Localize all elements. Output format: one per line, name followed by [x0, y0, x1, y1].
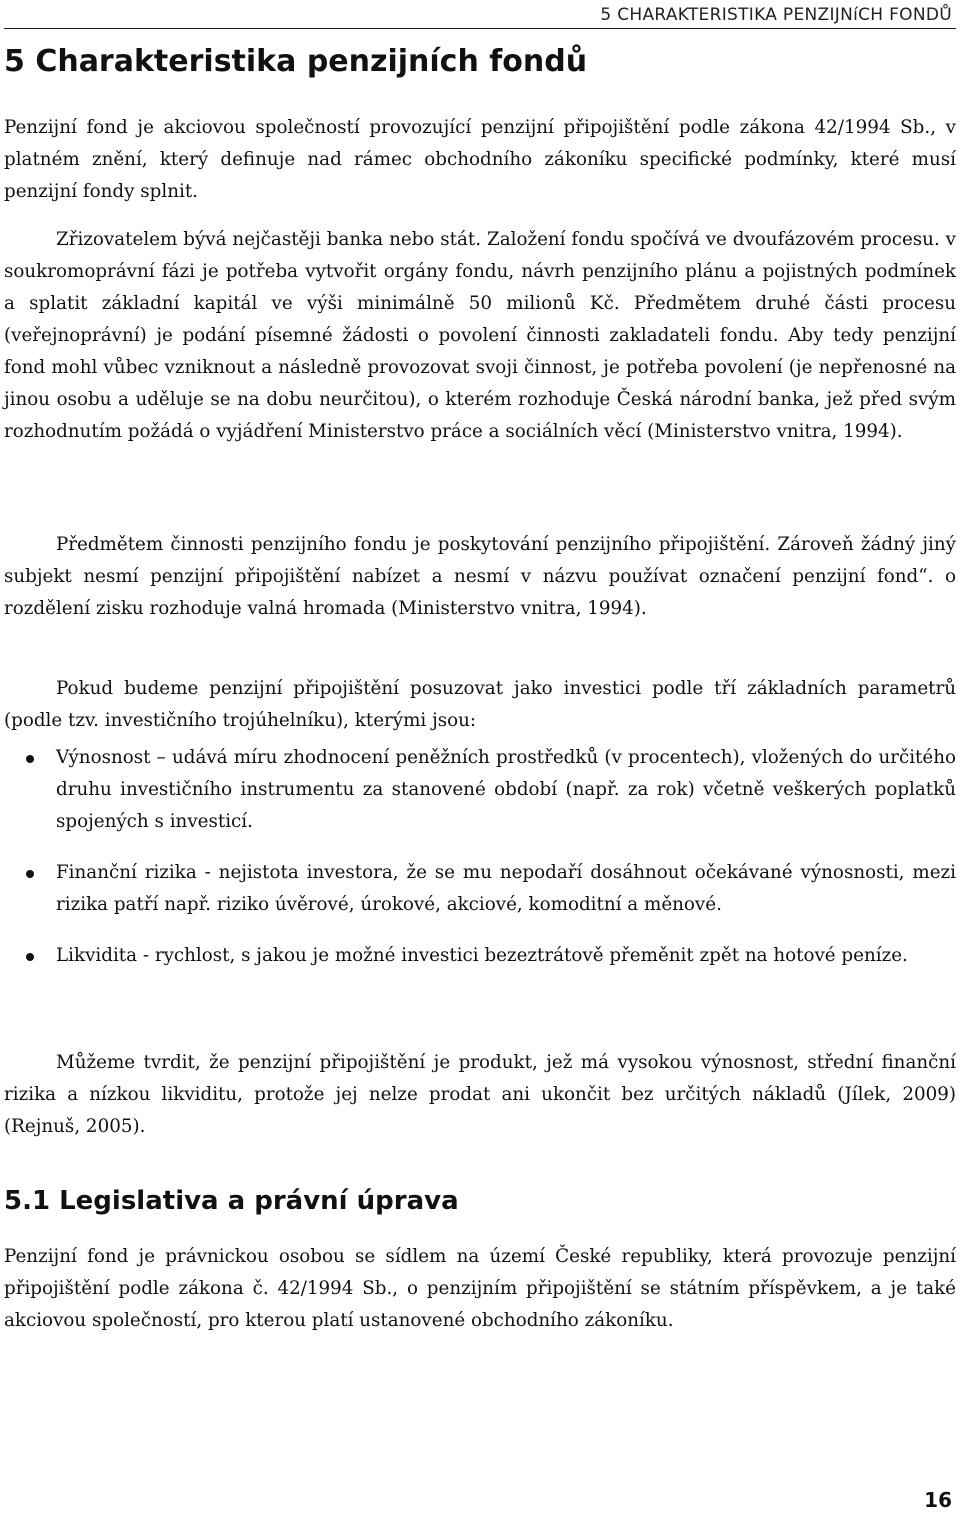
list-item-text: Likvidita - rychlost, s jakou je možné investici bezeztrátově přeměnit zpět na hotové peníze.: [56, 945, 908, 966]
paragraph-founding: Zřizovatelem bývá nejčastěji banka nebo stát. Založení fondu spočívá ve dvoufázovém procesu. v soukromoprávní fázi je potřeba vytvořit orgány fondu, návrh penzijního plánu a pojistných podmínek a splatit základní kapitál ve výši minimálně 50 milionů Kč. Předmětem druhé části procesu (veřejnoprávní) je podání písemné žádosti o povolení činnosti zakladateli fondu. Aby tedy penzijní fond mohl vůbec vzniknout a následně provozovat svoji činnost, je potřeba povolení (je nepřenosné na jinou osobu a uděluje se na dobu neurčitou), o kterém rozhoduje Česká národní banka, jež před svým rozhodnutím požádá o vyjádření Ministerstvo práce a sociálních věcí (Ministerstvo vnitra, 1994).: [4, 229, 956, 442]
header-rule: [4, 28, 956, 29]
list-item: [4, 857, 956, 921]
paragraph-conclusion: Můžeme tvrdit, že penzijní připojištění je produkt, jež má vysokou výnosnost, střední finanční rizika a nízkou likviditu, protože jej nelze prodat ani ukončit bez určitých nákladů (Jílek, 2009) (Rejnuš, 2005).: [4, 1052, 956, 1137]
bullet-icon: [26, 755, 34, 763]
list-item: [4, 940, 956, 972]
paragraph-parameters: Pokud budeme penzijní připojištění posuzovat jako investici podle tří základních parametrů (podle tzv. investičního trojúhelníku), kterými jsou:: [4, 678, 956, 731]
section-title: 5.1 Legislativa a právní úprava: [4, 1186, 459, 1216]
paragraph-intro: Penzijní fond je akciovou společností provozující penzijní připojištění podle zákona 42/1994 Sb., v platném znění, který definuje nad rámec obchodního zákoníku specifické podmínky, které musí penzijní fondy splnit.: [4, 117, 956, 202]
list-item: [4, 742, 956, 838]
paragraph-legislation: Penzijní fond je právnickou osobou se sídlem na území České republiky, která provozuje penzijní připojištění podle zákona č. 42/1994 Sb., o penzijním připojištění se státním příspěvkem, a je také akciovou společností, pro kterou platí ustanovené obchodního zákoníku.: [4, 1246, 956, 1331]
bullet-icon: [26, 870, 34, 878]
parameter-list: [4, 742, 956, 991]
running-head: 5 CHARAKTERISTIKA PENZIJNíCH FONDŮ: [600, 5, 952, 25]
page-number: 16: [924, 1488, 952, 1512]
list-item-text: Finanční rizika - nejistota investora, že se mu nepodaří dosáhnout očekávané výnosnosti, mezi rizika patří např. riziko úvěrové, úrokové, akciové, komoditní a měnové.: [56, 862, 956, 915]
bullet-icon: [26, 953, 34, 961]
list-item-text: Výnosnost – udává míru zhodnocení peněžních prostředků (v procentech), vložených do určitého druhu investičního instrumentu za stanovené období (např. za rok) včetně veškerých poplatků spojených s investicí.: [56, 747, 956, 832]
document-page: [4, 0, 956, 1520]
chapter-title: 5 Charakteristika penzijních fondů: [4, 44, 588, 79]
paragraph-activity: Předmětem činnosti penzijního fondu je poskytování penzijního připojištění. Zároveň žádný jiný subjekt nesmí penzijní připojištění nabízet a nesmí v názvu používat označení penzijní fond“. o rozdělení zisku rozhoduje valná hromada (Ministerstvo vnitra, 1994).: [4, 534, 956, 619]
